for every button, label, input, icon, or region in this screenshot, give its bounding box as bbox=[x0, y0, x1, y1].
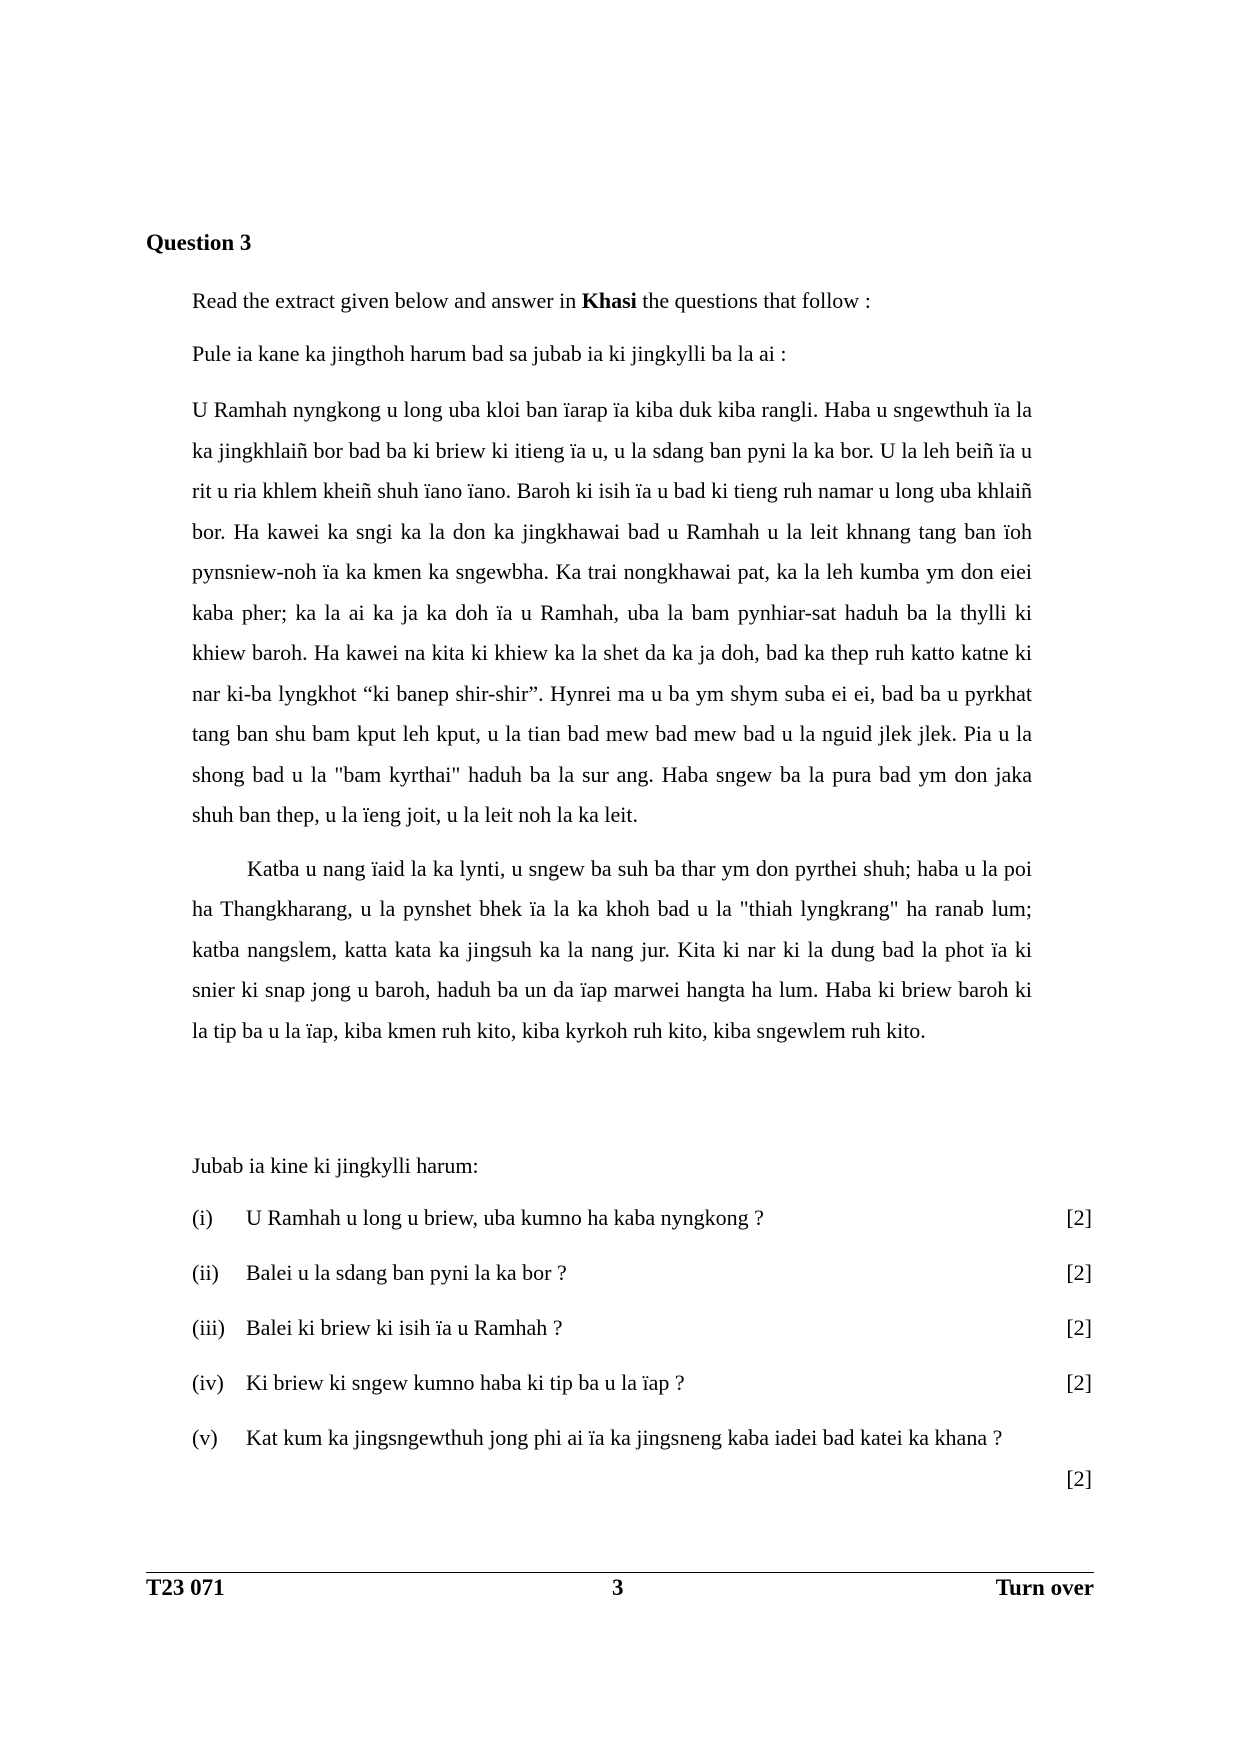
passage bbox=[192, 390, 1032, 1051]
question-number: (ii) bbox=[192, 1260, 219, 1285]
question-text: Balei ki briew ki isih ïa u Ramhah ? bbox=[246, 1315, 563, 1340]
question-text: Ki briew ki sngew kumno haba ki tip ba u la ïap ? bbox=[246, 1370, 685, 1395]
instruction-suffix: the questions that follow : bbox=[636, 288, 871, 313]
question-number: (v) bbox=[192, 1425, 218, 1450]
question-number: (i) bbox=[192, 1205, 213, 1230]
question-marks: [2] bbox=[1066, 1315, 1092, 1340]
question-marks: [2] bbox=[1066, 1260, 1092, 1285]
question-marks: [2] bbox=[1066, 1205, 1092, 1230]
question-marks: [2] bbox=[1066, 1370, 1092, 1395]
passage-paragraph-2: Katba u nang ïaid la ka lynti, u sngew ba suh ba thar ym don pyrthei shuh; haba u la poi ha Thangkharang, u la pynshet bhek ïa la ka khoh bad u la "thiah lyngkrang" ha ranab lum; katba nangslem, katta kata ka jingsuh ka la nang jur. Kita ki nar ki la dung bad la phot ïa ki snier ki snap jong u baroh, haduh ba un da ïap marwei hangta ha lum. Haba ki briew baroh ki la tip ba u la ïap, kiba kmen ruh kito, kiba kyrkoh ruh kito, kiba sngewlem ruh kito. bbox=[192, 855, 1032, 1043]
question-text: Balei u la sdang ban pyni la ka bor ? bbox=[246, 1260, 567, 1285]
turn-over-label: Turn over bbox=[995, 1575, 1094, 1600]
question-title: Question 3 bbox=[146, 230, 252, 255]
instruction-prefix: Read the extract given below and answer in bbox=[192, 288, 582, 313]
footer-divider bbox=[146, 1572, 1094, 1573]
instruction-language: Khasi bbox=[581, 288, 637, 313]
answer-instruction: Jubab ia kine ki jingkylli harum: bbox=[192, 1153, 479, 1178]
instruction-english bbox=[192, 281, 1032, 322]
question-number: (iv) bbox=[192, 1370, 224, 1395]
question-marks: [2] bbox=[1066, 1465, 1092, 1491]
instruction-khasi: Pule ia kane ka jingthoh harum bad sa jubab ia ki jingkylli ba la ai : bbox=[192, 341, 787, 366]
page-number: 3 bbox=[612, 1575, 624, 1600]
question-text: U Ramhah u long u briew, uba kumno ha kaba nyngkong ? bbox=[246, 1205, 764, 1230]
question-text: Kat kum ka jingsngewthuh jong phi ai ïa ka jingsneng kaba iadei bad katei ka khana ? bbox=[246, 1425, 1003, 1450]
paper-code: T23 071 bbox=[146, 1575, 225, 1600]
question-number: (iii) bbox=[192, 1315, 225, 1340]
passage-paragraph-1: U Ramhah nyngkong u long uba kloi ban ïarap ïa kiba duk kiba rangli. Haba u sngewthuh ïa la ka jingkhlaiñ bor bad ba ki briew ki itieng ïa u, u la sdang ban pyni la ka bor. U la leh beiñ ïa u rit u ria khlem kheiñ shuh ïano ïano. Baroh ki isih ïa u bad ki tieng ruh namar u long uba khlaiñ bor. Ha kawei ka sngi ka la don ka jingkhawai bad u Ramhah u la leit khnang tang ban ïoh pynsniew-noh ïa ka kmen ka sngewbha. Ka trai nongkhawai pat, ka la leh kumba ym don eiei kaba pher; ka la ai ka ja ka doh ïa u Ramhah, uba la bam pynhiar-sat haduh ba la thylli ki khiew baroh. Ha kawei na kita ki khiew ka la shet da ka ja doh, bad ka thep ruh katto katne ki nar ki-ba lyngkhot “ki banep shir-shir”. Hynrei ma u ba ym shym suba ei ei, bad ba u pyrkhat tang ban shu bam kput leh kput, u la tian bad mew bad mew bad u la nguid jlek jlek. Pia u la shong bad u la "bam kyrthai" haduh ba la sur ang. Haba sngew ba la pura bad ym don jaka shuh ban thep, u la ïeng joit, u la leit noh la ka leit. bbox=[192, 397, 1032, 827]
